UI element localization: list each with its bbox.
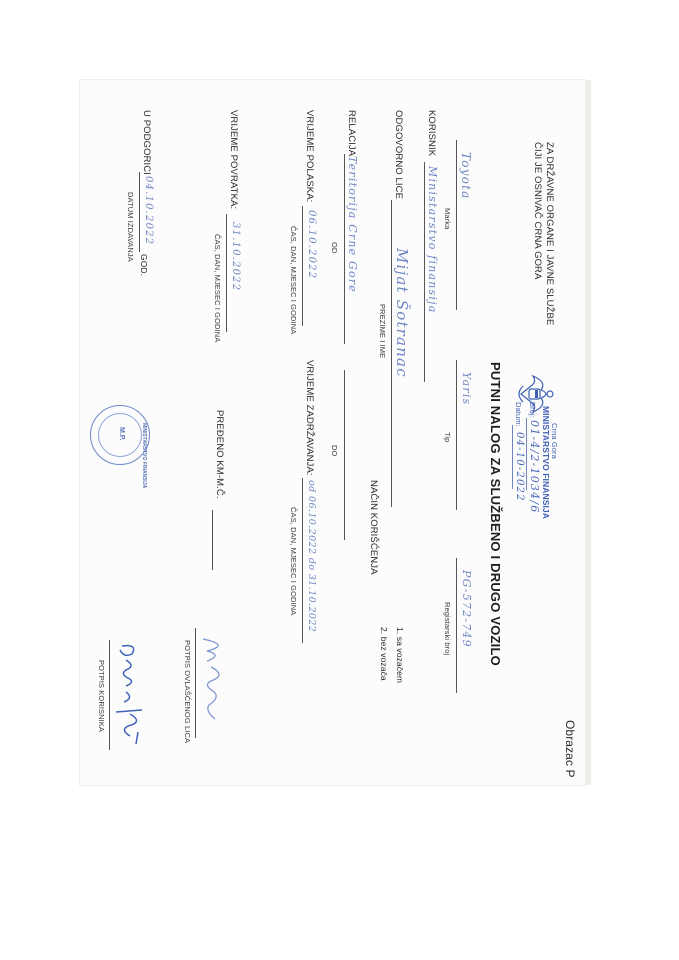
vrijeme-polaska-value: 06.10.2022 [306, 210, 317, 280]
vrijeme-polaska-line [302, 206, 303, 326]
issue-date-value: 04.10.2022 [143, 176, 154, 246]
god-label: GOD. [139, 254, 149, 277]
header-line-2: ČIJI JE OSNIVAČ CRNA GORA [532, 142, 543, 280]
vrijeme-povratka-caption: ČAS, DAN, MJESEC I GODINA [213, 234, 222, 343]
odgovorno-lice-label: ODGOVORNO LICE [393, 110, 404, 200]
nacin-option-2: 2. bez vozača [379, 627, 389, 681]
authorized-signature-line [195, 628, 196, 738]
odgovorno-lice-lead-line [391, 200, 392, 230]
korisnik-label: KORISNIK [426, 110, 437, 157]
stamp-date-value: 04-10-2022 [514, 432, 525, 502]
relacija-od-line [344, 154, 345, 344]
vehicle-type-label: Tip [443, 432, 452, 443]
seal-center-text: M.P. [118, 427, 125, 441]
page-title: PUTNI NALOG ZA SLUŽBENO I DRUGO VOZILO [488, 362, 503, 666]
vrijeme-povratka-line [226, 214, 227, 332]
authorized-signature [197, 635, 233, 725]
nacin-option-1: 1. sa vozačem [395, 627, 405, 684]
header-line-1: ZA DRŽAVNE ORGANE I JAVNE SLUŽBE [544, 142, 555, 326]
do-label: DO [330, 445, 339, 457]
stamp-number-value: 01-4/2-1034/6 [528, 420, 541, 514]
vrijeme-polaska-caption: ČAS, DAN, MJESEC I GODINA [289, 226, 298, 335]
issue-date-caption: DATUM IZDAVANJA [126, 192, 135, 262]
odgovorno-lice-value: Mijat Šotranac [393, 248, 411, 378]
korisnik-line [424, 162, 425, 382]
vrijeme-zadrzavanja-line [302, 478, 303, 643]
form-code: Obrazac P [563, 720, 577, 778]
stamp-number-label: Broj: [528, 402, 537, 418]
relacija-label: RELACIJA [346, 110, 357, 157]
user-signature-line [109, 640, 110, 750]
nacin-koriscenja-label: NAČIN KORIŠĆENJA [368, 480, 379, 575]
vrijeme-zadrzavanja-caption: ČAS, DAN, MJESEC I GODINA [289, 507, 298, 616]
ministry-round-seal [90, 405, 150, 489]
user-signature-icon [110, 640, 150, 750]
vehicle-registration-line [456, 558, 457, 693]
od-label: OD [330, 242, 339, 254]
vrijeme-zadrzavanja-label: VRIJEME ZADRŽAVANJA: [304, 360, 315, 476]
vrijeme-povratka-value: 31.10.2022 [230, 222, 241, 292]
vehicle-registration-value: PG-572-749 [460, 570, 473, 648]
odgovorno-lice-line [391, 230, 392, 452]
vehicle-type-value: Yaris [460, 372, 473, 406]
predjeno-km-label: PREĐENO KM-M.Č. [214, 410, 225, 499]
stamp-number-line [526, 418, 527, 490]
nacin-lead-line [391, 452, 392, 507]
odgovorno-lice-caption: PREZIME I IME [378, 304, 387, 359]
scanned-travel-order-page [80, 80, 585, 785]
user-signature-caption: POTPIS KORISNIKA [97, 660, 106, 733]
seal-ministry-text: MINISTARSTVO FINANSIJA [141, 423, 147, 489]
authorized-signature-caption: POTPIS OVLAŠĆENOG LICA [183, 640, 192, 744]
vehicle-registration-label: Registarski broj [443, 602, 452, 656]
vrijeme-zadrzavanja-value: od 06.10.2022 do 31.10.2022 [306, 480, 317, 633]
authorized-signature-icon [197, 635, 233, 725]
relacija-value: Teritorija Crne Gore [346, 156, 359, 293]
korisnik-value: Ministarstvo finansija [426, 166, 439, 314]
stamp-ministry: MINISTARSTVO FINANSIJA [541, 406, 551, 520]
vehicle-make-value: Toyota [459, 152, 473, 200]
relacija-do-line [344, 370, 345, 540]
issue-date-line [139, 172, 140, 252]
paper-edge [585, 80, 591, 785]
predjeno-km-line [212, 510, 213, 570]
user-signature [110, 640, 150, 750]
stamp-date-line [512, 425, 513, 489]
vehicle-make-label: Marka [443, 208, 452, 230]
vehicle-type-line [456, 360, 457, 510]
stamp-date-label: Datum: [514, 402, 523, 427]
vehicle-make-line [456, 140, 457, 310]
stamp-country: Crna Gora [550, 423, 559, 459]
place-label: U PODGORICI [141, 110, 152, 175]
vrijeme-polaska-label: VRIJEME POLASKA: [304, 110, 315, 203]
vrijeme-povratka-label: VRIJEME POVRATKA: [228, 110, 239, 210]
